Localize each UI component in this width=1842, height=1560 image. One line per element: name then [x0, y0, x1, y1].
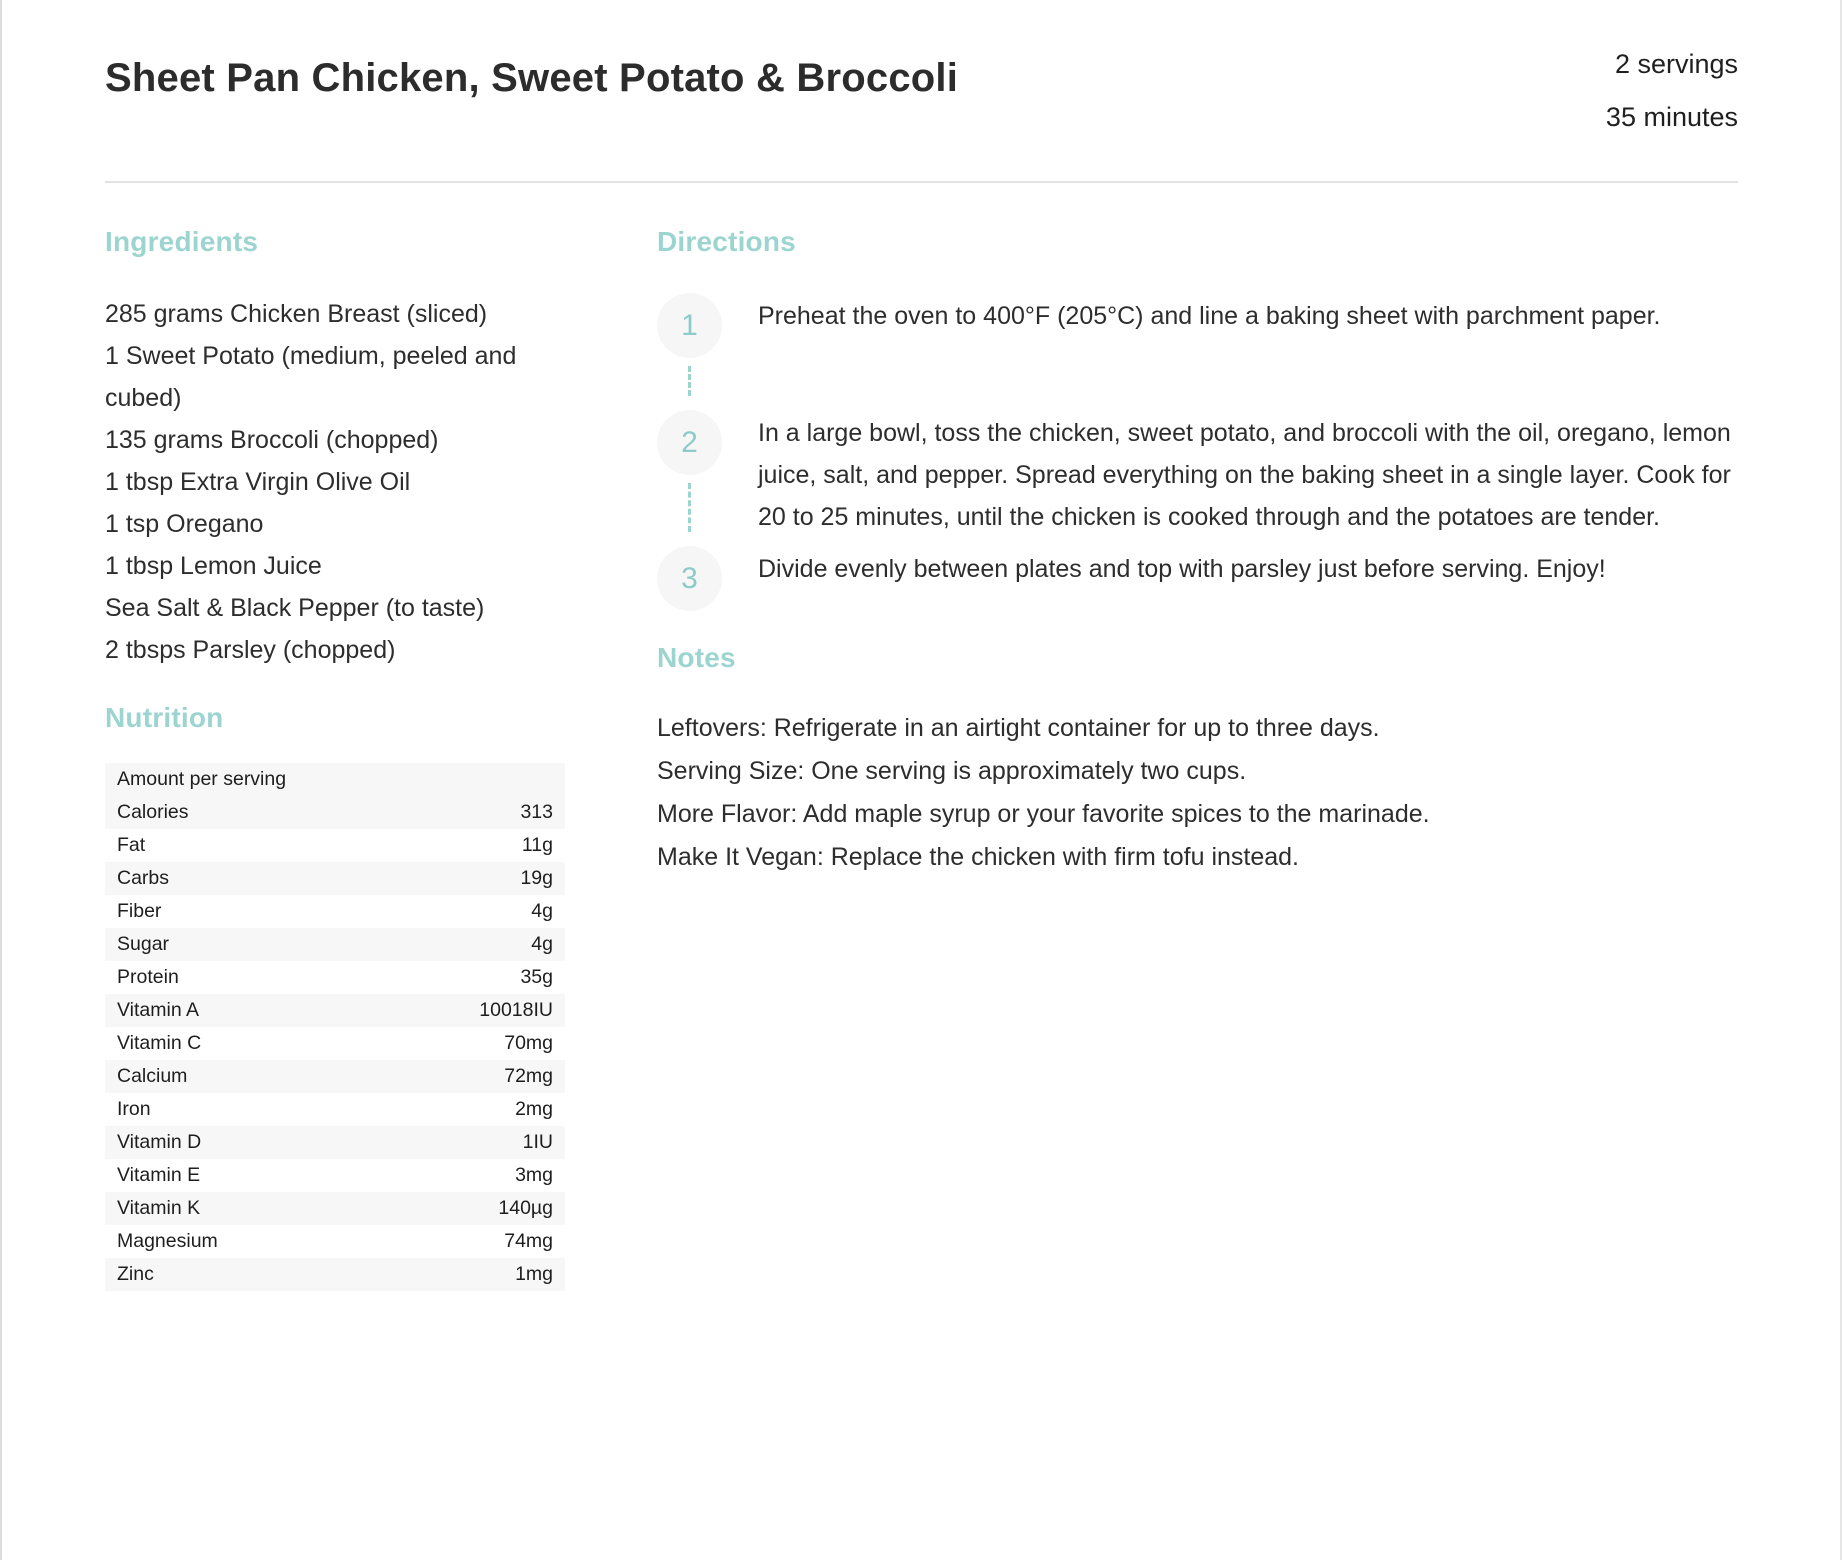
note-item: Leftovers: Refrigerate in an airtight container for up to three days.: [657, 714, 1380, 742]
nutrition-label: Vitamin D: [117, 1131, 202, 1153]
ingredient-item: 1 Sweet Potato (medium, peeled and cubed): [105, 342, 517, 412]
nutrition-label: Iron: [117, 1098, 151, 1120]
note-item: Serving Size: One serving is approximately two cups.: [657, 757, 1247, 785]
nutrition-label: Vitamin K: [117, 1197, 201, 1219]
nutrition-row: [105, 1192, 565, 1225]
step-number: 2: [681, 425, 698, 459]
nutrition-row: [105, 961, 565, 994]
nutrition-row: [105, 862, 565, 895]
ingredient-item: 1 tbsp Lemon Juice: [105, 552, 322, 580]
direction-step: [657, 410, 1738, 538]
nutrition-row: [105, 796, 565, 829]
recipe-columns: [105, 223, 1738, 1291]
step-number-badge: [657, 410, 722, 475]
step-number-badge: [657, 546, 722, 611]
nutrition-value: 11g: [521, 834, 553, 856]
recipe-header: [105, 38, 1738, 144]
ingredient-item: 1 tbsp Extra Virgin Olive Oil: [105, 468, 411, 496]
nutrition-label: Calories: [117, 801, 189, 823]
nutrition-table-header: Amount per serving: [117, 768, 287, 790]
ingredients-heading: Ingredients: [105, 226, 259, 257]
nutrition-value: 74mg: [504, 1230, 553, 1252]
nutrition-row: [105, 1060, 565, 1093]
step-text: Preheat the oven to 400°F (205°C) and line a baking sheet with parchment paper.: [758, 302, 1661, 330]
nutrition-row: [105, 994, 565, 1027]
time-label: 35 minutes: [1605, 102, 1738, 132]
header-separator: [105, 181, 1738, 183]
nutrition-value: 10018IU: [479, 999, 553, 1021]
nutrition-label: Vitamin A: [117, 999, 200, 1021]
ingredient-item: 135 grams Broccoli (chopped): [105, 426, 439, 454]
nutrition-value: 4g: [531, 900, 553, 922]
note-item: Make It Vegan: Replace the chicken with firm tofu instead.: [657, 843, 1300, 871]
nutrition-value: 1mg: [515, 1263, 553, 1285]
step-connector-line: [688, 366, 691, 396]
directions-heading: Directions: [657, 226, 796, 257]
recipe-title: Sheet Pan Chicken, Sweet Potato & Broccoli: [105, 56, 959, 100]
nutrition-label: Carbs: [117, 867, 170, 889]
nutrition-value: 70mg: [504, 1032, 553, 1054]
nutrition-row: [105, 895, 565, 928]
nutrition-row: [105, 829, 565, 862]
nutrition-label: Magnesium: [117, 1230, 218, 1252]
nutrition-row: [105, 1093, 565, 1126]
nutrition-value: 313: [520, 801, 553, 823]
nutrition-label: Protein: [117, 966, 179, 988]
step-number: 3: [681, 561, 698, 595]
right-column: [657, 223, 1738, 1291]
step-number: 1: [681, 308, 698, 342]
nutrition-table-header-row: [105, 763, 565, 796]
ingredient-item: Sea Salt & Black Pepper (to taste): [105, 594, 485, 622]
nutrition-label: Vitamin E: [117, 1164, 201, 1186]
nutrition-label: Calcium: [117, 1065, 188, 1087]
notes-list: [657, 707, 1738, 879]
notes-heading: Notes: [657, 642, 736, 673]
ingredient-item: 2 tbsps Parsley (chopped): [105, 636, 396, 664]
nutrition-table: [105, 763, 565, 1291]
nutrition-value: 140µg: [498, 1197, 553, 1219]
servings-label: 2 servings: [1614, 49, 1738, 79]
step-connector-line: [688, 483, 691, 532]
ingredient-item: 285 grams Chicken Breast (sliced): [105, 300, 488, 328]
nutrition-label: Vitamin C: [117, 1032, 202, 1054]
nutrition-value: 19g: [520, 867, 553, 889]
nutrition-table-body: [105, 763, 565, 1291]
nutrition-heading: Nutrition: [105, 702, 224, 733]
step-rail: [657, 293, 722, 402]
nutrition-row: [105, 1027, 565, 1060]
direction-step: [657, 293, 1738, 402]
ingredient-list: [105, 293, 565, 671]
nutrition-row: [105, 1258, 565, 1291]
step-text: Divide evenly between plates and top with parsley just before serving. Enjoy!: [758, 555, 1606, 583]
step-number-badge: [657, 293, 722, 358]
page-edge-left: [0, 0, 2, 1560]
nutrition-value: 2mg: [515, 1098, 553, 1120]
nutrition-row: [105, 1159, 565, 1192]
direction-step: [657, 546, 1738, 611]
nutrition-label: Zinc: [117, 1263, 154, 1285]
nutrition-value: 3mg: [515, 1164, 553, 1186]
nutrition-value: 1IU: [522, 1131, 553, 1153]
step-text: In a large bowl, toss the chicken, sweet potato, and broccoli with the oil, oregano, lemon juice, salt, and pepper. Spread everything on the baking sheet in a single layer. Cook for 20 to 25 minutes, until the chicken is cooked through and the potatoes are tender.: [758, 419, 1731, 531]
nutrition-row: [105, 1126, 565, 1159]
directions-steps: [657, 293, 1738, 611]
nutrition-value: 35g: [520, 966, 553, 988]
nutrition-value: 72mg: [504, 1065, 553, 1087]
recipe-meta: [1606, 38, 1738, 144]
nutrition-value: 4g: [531, 933, 553, 955]
nutrition-label: Fat: [117, 834, 146, 856]
step-rail: [657, 546, 722, 611]
nutrition-label: Sugar: [117, 933, 170, 955]
nutrition-label: Fiber: [117, 900, 162, 922]
ingredient-item: 1 tsp Oregano: [105, 510, 264, 538]
nutrition-row: [105, 1225, 565, 1258]
nutrition-row: [105, 928, 565, 961]
note-item: More Flavor: Add maple syrup or your favorite spices to the marinade.: [657, 800, 1430, 828]
left-column: [105, 223, 565, 1291]
step-rail: [657, 410, 722, 538]
